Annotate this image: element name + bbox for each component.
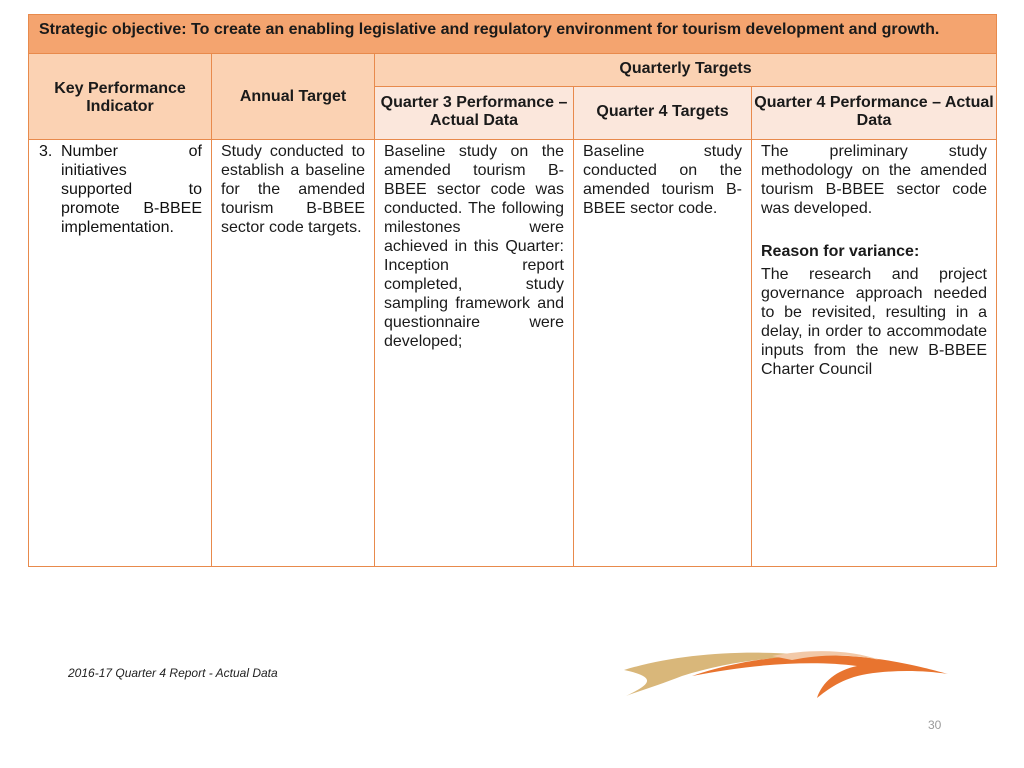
q4-targets-text: Baseline study conducted on the amended tourism B-BBEE sector code.	[583, 143, 742, 217]
reason-for-variance-text: The research and project governance approach needed to be revisited, resulting in a delay, in order to accommodate inputs from the new B-BBEE Charter Council	[761, 266, 987, 378]
annual-target-header	[212, 54, 375, 140]
quarterly-targets-header-label: Quarterly Targets	[619, 60, 752, 77]
performance-table	[28, 14, 997, 567]
q4-performance-text: The preliminary study methodology on the amended tourism B-BBEE sector code was developed.	[761, 143, 987, 217]
strategic-objective: Strategic objective: To create an enabling legislative and regulatory environment for tourism development and growth.	[29, 15, 997, 54]
annual-target-header-label: Annual Target	[239, 88, 347, 105]
report-footer-label: 2016-17 Quarter 4 Report - Actual Data	[68, 666, 278, 680]
q4-performance-header	[752, 87, 997, 140]
table-row	[29, 140, 997, 567]
q3-performance-header	[375, 87, 574, 140]
q4-targets-header	[574, 87, 752, 140]
q4-targets-cell	[574, 140, 752, 567]
q4-performance-cell	[752, 140, 997, 567]
kpi-number: 3.	[39, 143, 53, 160]
q3-performance-text: Baseline study on the amended tourism B-BBEE sector code was conducted. The following milestones were achieved in this Quarter: Inception report completed, study sampling framework and questionnaire were developed;	[384, 143, 564, 350]
kpi-header-label: Key Performance Indicator	[54, 80, 186, 115]
q3-performance-cell	[375, 140, 574, 567]
kpi-header	[29, 54, 212, 140]
annual-target-text: Study conducted to establish a baseline for the amended tourism B-BBEE sector code targets.	[221, 143, 365, 236]
swoosh-logo-icon	[622, 646, 952, 702]
kpi-text: Number of initiatives supported to promote B-BBEE implementation.	[61, 143, 202, 236]
annual-target-cell	[212, 140, 375, 567]
quarterly-targets-header	[375, 54, 997, 87]
reason-for-variance-title: Reason for variance:	[761, 243, 920, 260]
page-number: 30	[928, 718, 942, 732]
q4-targets-header-label: Quarter 4 Targets	[596, 103, 729, 120]
q4-performance-header-label: Quarter 4 Performance – Actual Data	[754, 94, 994, 129]
q3-performance-header-label: Quarter 3 Performance – Actual Data	[380, 94, 568, 129]
kpi-cell	[29, 140, 212, 567]
